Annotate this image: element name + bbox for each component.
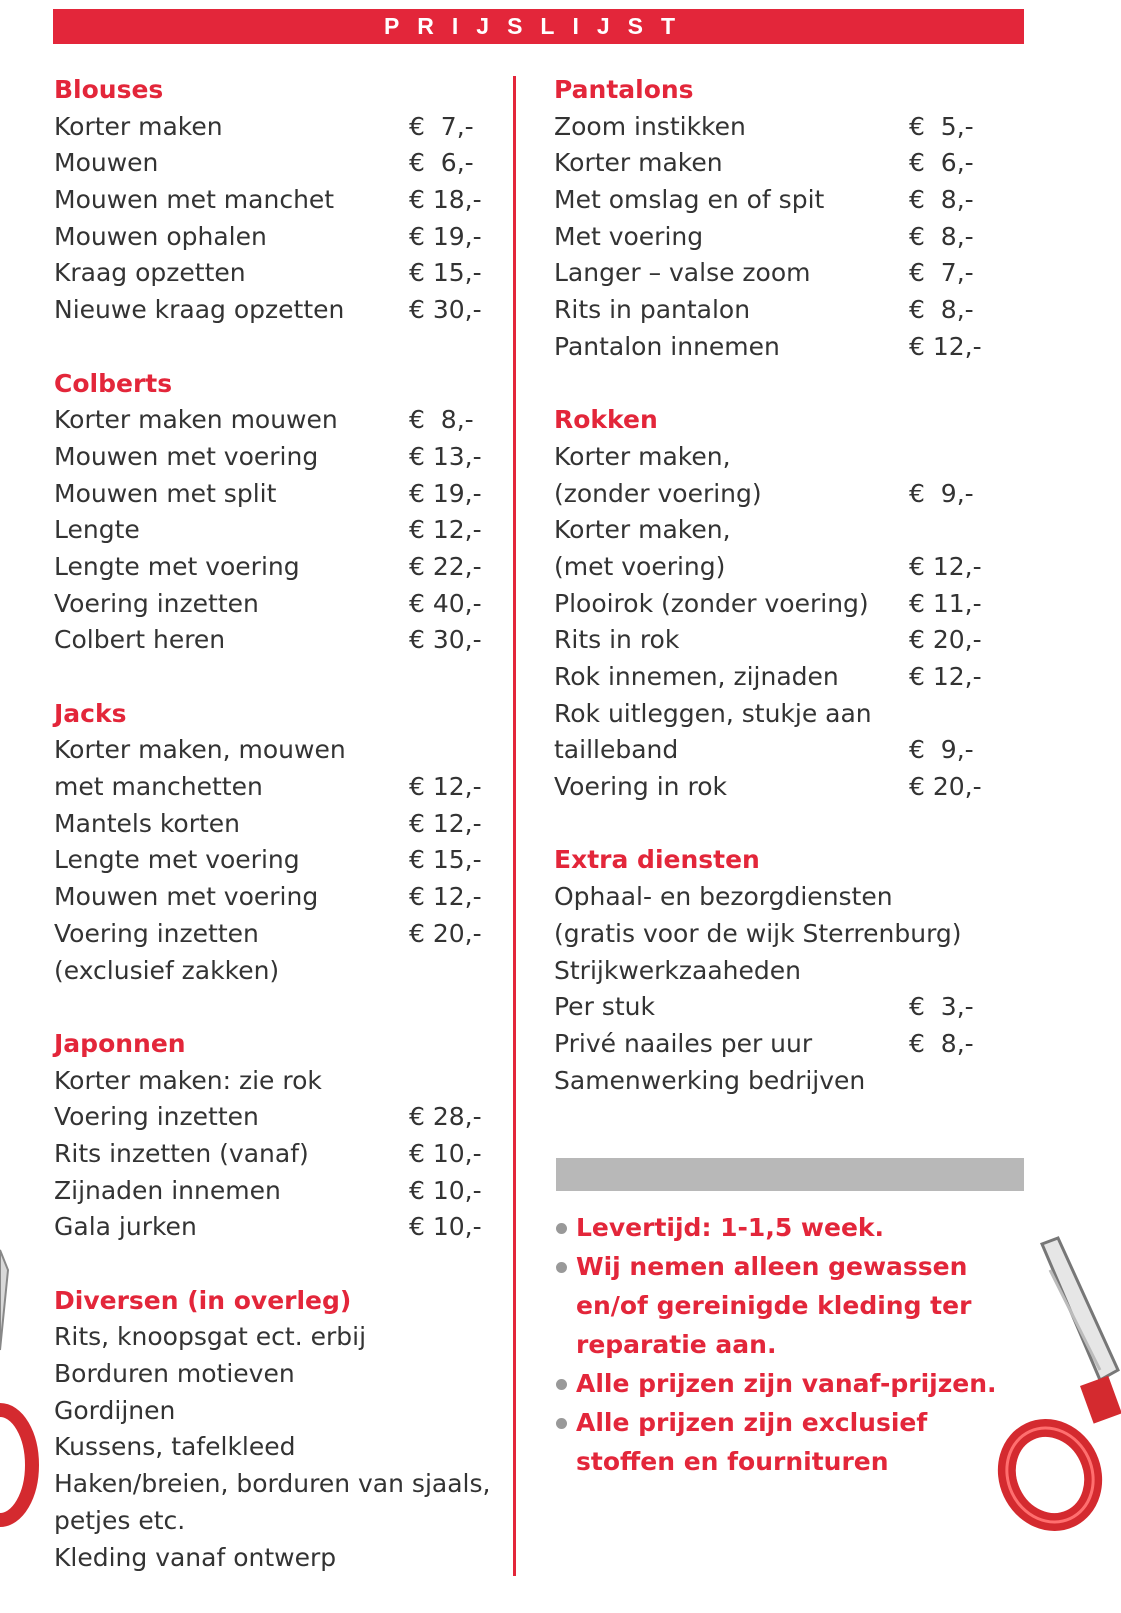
item-label: Pantalon innemen <box>554 331 780 361</box>
item-price: € 22,- <box>409 551 482 581</box>
item-price: € 8,- <box>409 405 474 435</box>
item-price: € 20,- <box>909 625 982 655</box>
price-row <box>54 182 509 219</box>
price-row <box>554 439 994 476</box>
price-row <box>54 1429 509 1466</box>
item-label: Rok innemen, zijnaden <box>554 662 839 691</box>
item-label: Met voering <box>554 221 704 251</box>
price-row <box>554 512 994 549</box>
price-row <box>554 292 994 329</box>
item-label: Mouwen met split <box>54 478 277 508</box>
left-column <box>54 72 509 1613</box>
price-row <box>54 1356 509 1393</box>
item-price: € 8,- <box>909 295 974 325</box>
price-row <box>554 549 994 586</box>
item-price: € 20,- <box>909 772 982 802</box>
item-label: Lengte met voering <box>54 551 300 581</box>
section-rokken <box>554 402 994 806</box>
note-text: Alle prijzen zijn vanaf-prijzen. <box>576 1369 997 1398</box>
price-row <box>554 732 994 769</box>
item-price: € 19,- <box>409 221 482 251</box>
item-price: € 9,- <box>909 478 974 508</box>
item-label: Korter maken <box>54 111 223 141</box>
price-row <box>54 879 509 916</box>
item-price: € 12,- <box>409 882 482 912</box>
item-label: Rits inzetten (vanaf) <box>54 1138 309 1168</box>
note-text: Levertijd: 1-1,5 week. <box>576 1213 885 1242</box>
price-row <box>554 622 994 659</box>
scissors-icon <box>0 1230 40 1530</box>
bullet-icon <box>556 1223 567 1234</box>
item-label: Ophaal- en bezorgdiensten <box>554 882 893 912</box>
item-label: Rits in rok <box>554 625 680 655</box>
item-label: Colbert heren <box>54 625 226 655</box>
section-title: Blouses <box>54 75 164 104</box>
price-row <box>554 182 994 219</box>
item-price: € 12,- <box>409 515 482 545</box>
price-row <box>54 476 509 513</box>
page-title: PRIJSLIJST <box>383 13 694 39</box>
price-row <box>54 512 509 549</box>
item-label: petjes etc. <box>54 1505 186 1535</box>
price-row <box>54 769 509 806</box>
price-row <box>554 989 994 1026</box>
price-row <box>54 1063 509 1100</box>
item-price: € 40,- <box>409 588 482 618</box>
item-label: Haken/breien, borduren van sjaals, <box>54 1469 491 1499</box>
item-label: Samenwerking bedrijven <box>554 1065 866 1095</box>
item-price: € 8,- <box>909 185 974 215</box>
price-row <box>54 1503 509 1540</box>
price-row <box>554 145 994 182</box>
item-price: € 12,- <box>909 331 982 361</box>
item-price: € 5,- <box>909 111 974 141</box>
price-row <box>54 1173 509 1210</box>
price-row <box>54 292 509 329</box>
note-text: Alle prijzen zijn exclusief stoffen en fournituren <box>576 1408 928 1476</box>
item-label: (met voering) <box>554 551 726 581</box>
item-label: Mouwen met voering <box>54 882 319 912</box>
item-label: Korter maken, <box>554 515 731 545</box>
price-row <box>554 696 994 733</box>
item-label: Nieuwe kraag opzetten <box>54 295 345 325</box>
price-row <box>554 586 994 623</box>
item-label: Mantels korten <box>54 808 241 838</box>
item-price: € 3,- <box>909 992 974 1022</box>
item-label: Mouwen met voering <box>54 441 319 471</box>
price-row <box>54 953 509 990</box>
scissors-icon <box>990 1230 1121 1550</box>
price-row <box>54 1136 509 1173</box>
item-price: € 12,- <box>409 808 482 838</box>
item-label: Strijkwerkzaaheden <box>554 955 801 985</box>
price-row <box>54 549 509 586</box>
item-price: € 6,- <box>409 148 474 178</box>
price-row <box>54 1099 509 1136</box>
price-row <box>54 1466 509 1503</box>
item-price: € 15,- <box>409 258 482 288</box>
price-row <box>54 622 509 659</box>
section-title: Extra diensten <box>554 845 760 875</box>
item-label: Korter maken <box>554 148 723 178</box>
notes-list <box>554 1208 1024 1481</box>
section-title: Pantalons <box>554 75 694 104</box>
item-label: Mouwen <box>54 148 159 178</box>
item-label: Gordijnen <box>54 1395 176 1425</box>
item-price: € 9,- <box>909 735 974 765</box>
price-row <box>54 586 509 623</box>
section-jacks <box>54 696 509 990</box>
item-label: (gratis voor de wijk Sterrenburg) <box>554 918 962 948</box>
item-label: Kussens, tafelkleed <box>54 1432 296 1462</box>
price-row <box>54 1319 509 1356</box>
gray-separator-bar <box>556 1158 1024 1191</box>
price-row <box>554 476 994 513</box>
item-label: Voering inzetten <box>54 918 259 948</box>
item-price: € 12,- <box>909 662 982 691</box>
item-price: € 13,- <box>409 441 482 471</box>
section-title: Colberts <box>54 368 173 398</box>
price-row <box>54 806 509 843</box>
section-colberts <box>54 366 509 660</box>
section-blouses <box>54 72 509 329</box>
price-row <box>554 879 994 916</box>
item-price: € 10,- <box>409 1212 482 1242</box>
item-price: € 8,- <box>909 221 974 251</box>
price-row <box>54 732 509 769</box>
section-title: Diversen (in overleg) <box>54 1285 352 1315</box>
note-item <box>554 1364 1024 1403</box>
bullet-icon <box>556 1418 567 1429</box>
item-label: Per stuk <box>554 992 655 1022</box>
item-label: Rits in pantalon <box>554 295 751 325</box>
item-price: € 6,- <box>909 148 974 178</box>
price-row <box>554 1063 994 1100</box>
price-row <box>54 842 509 879</box>
column-divider <box>513 76 516 1576</box>
price-row <box>54 219 509 256</box>
item-label: Plooirok (zonder voering) <box>554 588 869 618</box>
item-label: Langer – valse zoom <box>554 258 811 288</box>
price-row <box>554 255 994 292</box>
bullet-icon <box>556 1379 567 1390</box>
item-price: € 20,- <box>409 918 482 948</box>
item-price: € 10,- <box>409 1138 482 1168</box>
section-diversen-in-overleg <box>54 1283 509 1577</box>
item-label: (zonder voering) <box>554 478 762 508</box>
item-label: Voering inzetten <box>54 588 259 618</box>
item-label: Kraag opzetten <box>54 258 246 288</box>
item-label: Zijnaden innemen <box>54 1175 281 1205</box>
price-row <box>54 1209 509 1246</box>
note-item <box>554 1403 1024 1481</box>
price-row <box>54 255 509 292</box>
item-price: € 28,- <box>409 1102 482 1132</box>
price-row <box>54 402 509 439</box>
item-label: Korter maken: zie rok <box>54 1065 322 1095</box>
item-label: Mouwen met manchet <box>54 185 335 215</box>
price-row <box>554 769 994 806</box>
item-price: € 8,- <box>909 1028 974 1058</box>
item-label: Privé naailes per uur <box>554 1028 813 1058</box>
section-pantalons <box>554 72 994 366</box>
item-label: Zoom instikken <box>554 111 746 141</box>
item-label: Korter maken, mouwen <box>54 735 346 765</box>
item-label: Mouwen ophalen <box>54 221 267 251</box>
price-row <box>54 1540 509 1577</box>
item-label: Lengte <box>54 515 140 545</box>
price-row <box>554 916 994 953</box>
item-price: € 10,- <box>409 1175 482 1205</box>
price-row <box>554 953 994 990</box>
note-text: Wij nemen alleen gewassen en/of gereinigde kleding ter reparatie aan. <box>576 1252 972 1359</box>
price-row <box>554 219 994 256</box>
item-label: Gala jurken <box>54 1212 197 1242</box>
bullet-icon <box>556 1262 567 1273</box>
item-price: € 19,- <box>409 478 482 508</box>
item-price: € 30,- <box>409 295 482 325</box>
right-column <box>554 72 994 1136</box>
item-label: (exclusief zakken) <box>54 955 280 985</box>
item-price: € 11,- <box>909 588 982 618</box>
price-row <box>554 329 994 366</box>
item-price: € 12,- <box>409 772 482 802</box>
item-price: € 12,- <box>909 551 982 581</box>
item-label: Korter maken, <box>554 441 731 471</box>
item-price: € 15,- <box>409 845 482 875</box>
price-row <box>554 109 994 146</box>
item-label: Borduren motieven <box>54 1359 295 1389</box>
item-price: € 7,- <box>409 111 474 141</box>
item-price: € 18,- <box>409 185 482 215</box>
price-row <box>54 916 509 953</box>
price-row <box>54 1393 509 1430</box>
note-item <box>554 1247 1024 1364</box>
item-label: Rok uitleggen, stukje aan <box>554 698 872 728</box>
item-label: Rits, knoopsgat ect. erbij <box>54 1322 367 1352</box>
price-row <box>554 659 994 696</box>
item-label: Voering in rok <box>554 772 727 802</box>
price-row <box>54 145 509 182</box>
page-title-banner <box>53 9 1024 44</box>
item-label: Korter maken mouwen <box>54 405 338 435</box>
section-japonnen <box>54 1026 509 1246</box>
section-title: Jacks <box>54 698 127 728</box>
section-title: Japonnen <box>54 1028 186 1058</box>
item-label: Lengte met voering <box>54 845 300 875</box>
item-label: Met omslag en of spit <box>554 185 825 215</box>
section-extra-diensten <box>554 842 994 1099</box>
item-price: € 30,- <box>409 625 482 655</box>
note-item <box>554 1208 1024 1247</box>
price-row <box>54 439 509 476</box>
item-label: tailleband <box>554 735 679 765</box>
price-row <box>554 1026 994 1063</box>
price-row <box>54 109 509 146</box>
section-title: Rokken <box>554 405 658 435</box>
item-label: met manchetten <box>54 772 263 802</box>
item-price: € 7,- <box>909 258 974 288</box>
item-label: Voering inzetten <box>54 1102 259 1132</box>
item-label: Kleding vanaf ontwerp <box>54 1542 337 1572</box>
